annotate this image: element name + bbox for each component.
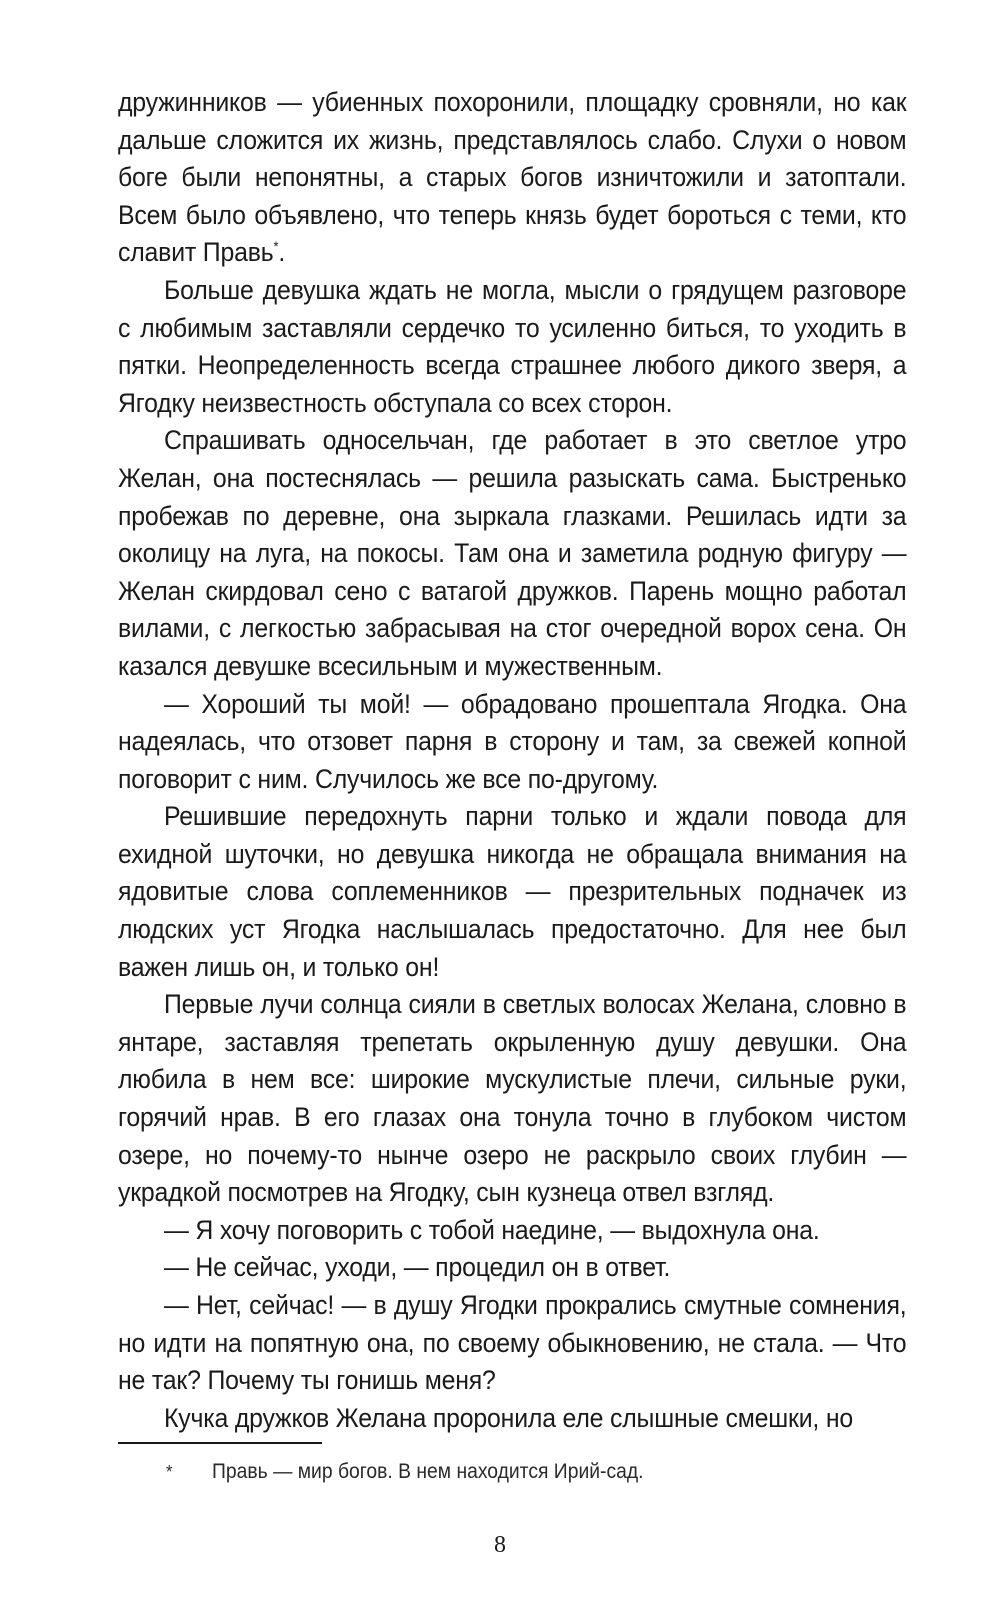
footnote-separator (118, 1442, 322, 1444)
paragraph: Спрашивать односельчан, где работает в это светлое утро Желан, она постеснялась — решила разыскать сама. Быстренько пробежав по деревне, она зыркала глазками. Решилась идти за околицу на луга, на покосы. Там она и заметила родную фигуру — Желан скирдовал сено с ватагой дружков. Парень мощно работал вилами, с легкостью забрасывая на стог очередной ворох сена. Он казался девушке всесильным и мужественным. (118, 425, 907, 681)
page-number: 8 (494, 1532, 506, 1558)
paragraph: — Я хочу поговорить с тобой наедине, — выдохнула она. (164, 1214, 820, 1245)
paragraph: Кучка дружков Желана проронила еле слышные смешки, но (164, 1402, 854, 1433)
paragraph: — Не сейчас, уходи, — процедил он в ответ. (164, 1252, 671, 1283)
paragraph: — Хороший ты мой! — обрадовано прошептала Ягодка. Она надеялась, что отзовет парня в сторону и там, за свежей копной поговорит с ним. Случилось же все по-другому. (118, 688, 907, 794)
paragraph: Первые лучи солнца сияли в светлых волосах Желана, словно в янтаре, заставляя трепетать окрыленную душу девушки. Она любила в нем все: широкие мускулистые плечи, сильные руки, горячий нрав. В его глазах она тонула точно в глубоком чистом озере, но почему-то нынче озеро не раскрыло своих глубин — украдкой посмотрев на Ягодку, сын кузнеца отвел взгляд. (118, 989, 907, 1208)
paragraph-text: дружинников — убиенных похоронили, площадку сровняли, но как дальше сложится их жизнь, представлялось слабо. Слухи о новом боге были непонятны, а старых богов изничтожили и затоптали. Всем было объявлено, что теперь князь будет бороться с теми, кто славит Правь (118, 87, 907, 268)
footnote (166, 1458, 644, 1486)
paragraph (118, 84, 906, 272)
paragraph: Решившие передохнуть парни только и ждали повода для ехидной шуточки, но девушка никогда не обращала внимания на ядовитые слова соплеменников — презрительных подначек из людских уст Ягодка наслышалась предостаточно. Для нее был важен лишь он, и только он! (118, 801, 907, 982)
paragraph-tail: . (278, 237, 286, 268)
paragraph: Больше девушка ждать не могла, мысли о грядущем разговоре с любимым заставляли сердечко то усиленно биться, то уходить в пятки. Неопределенность всегда страшнее любого дикого зверя, а Ягодку неизвестность обступала со всех сторон. (118, 274, 907, 418)
footnote-text: Правь — мир богов. В нем находится Ирий-сад. (212, 1460, 644, 1483)
footnote-reference[interactable]: * (273, 238, 279, 255)
footnote-mark: * (166, 1462, 173, 1482)
page-body (118, 84, 906, 1437)
paragraph: — Нет, сейчас! — в душу Ягодки прокрались смутные сомнения, но идти на попятную она, по своему обыкновению, не стала. — Что не так? Почему ты гонишь меня? (118, 1290, 907, 1396)
